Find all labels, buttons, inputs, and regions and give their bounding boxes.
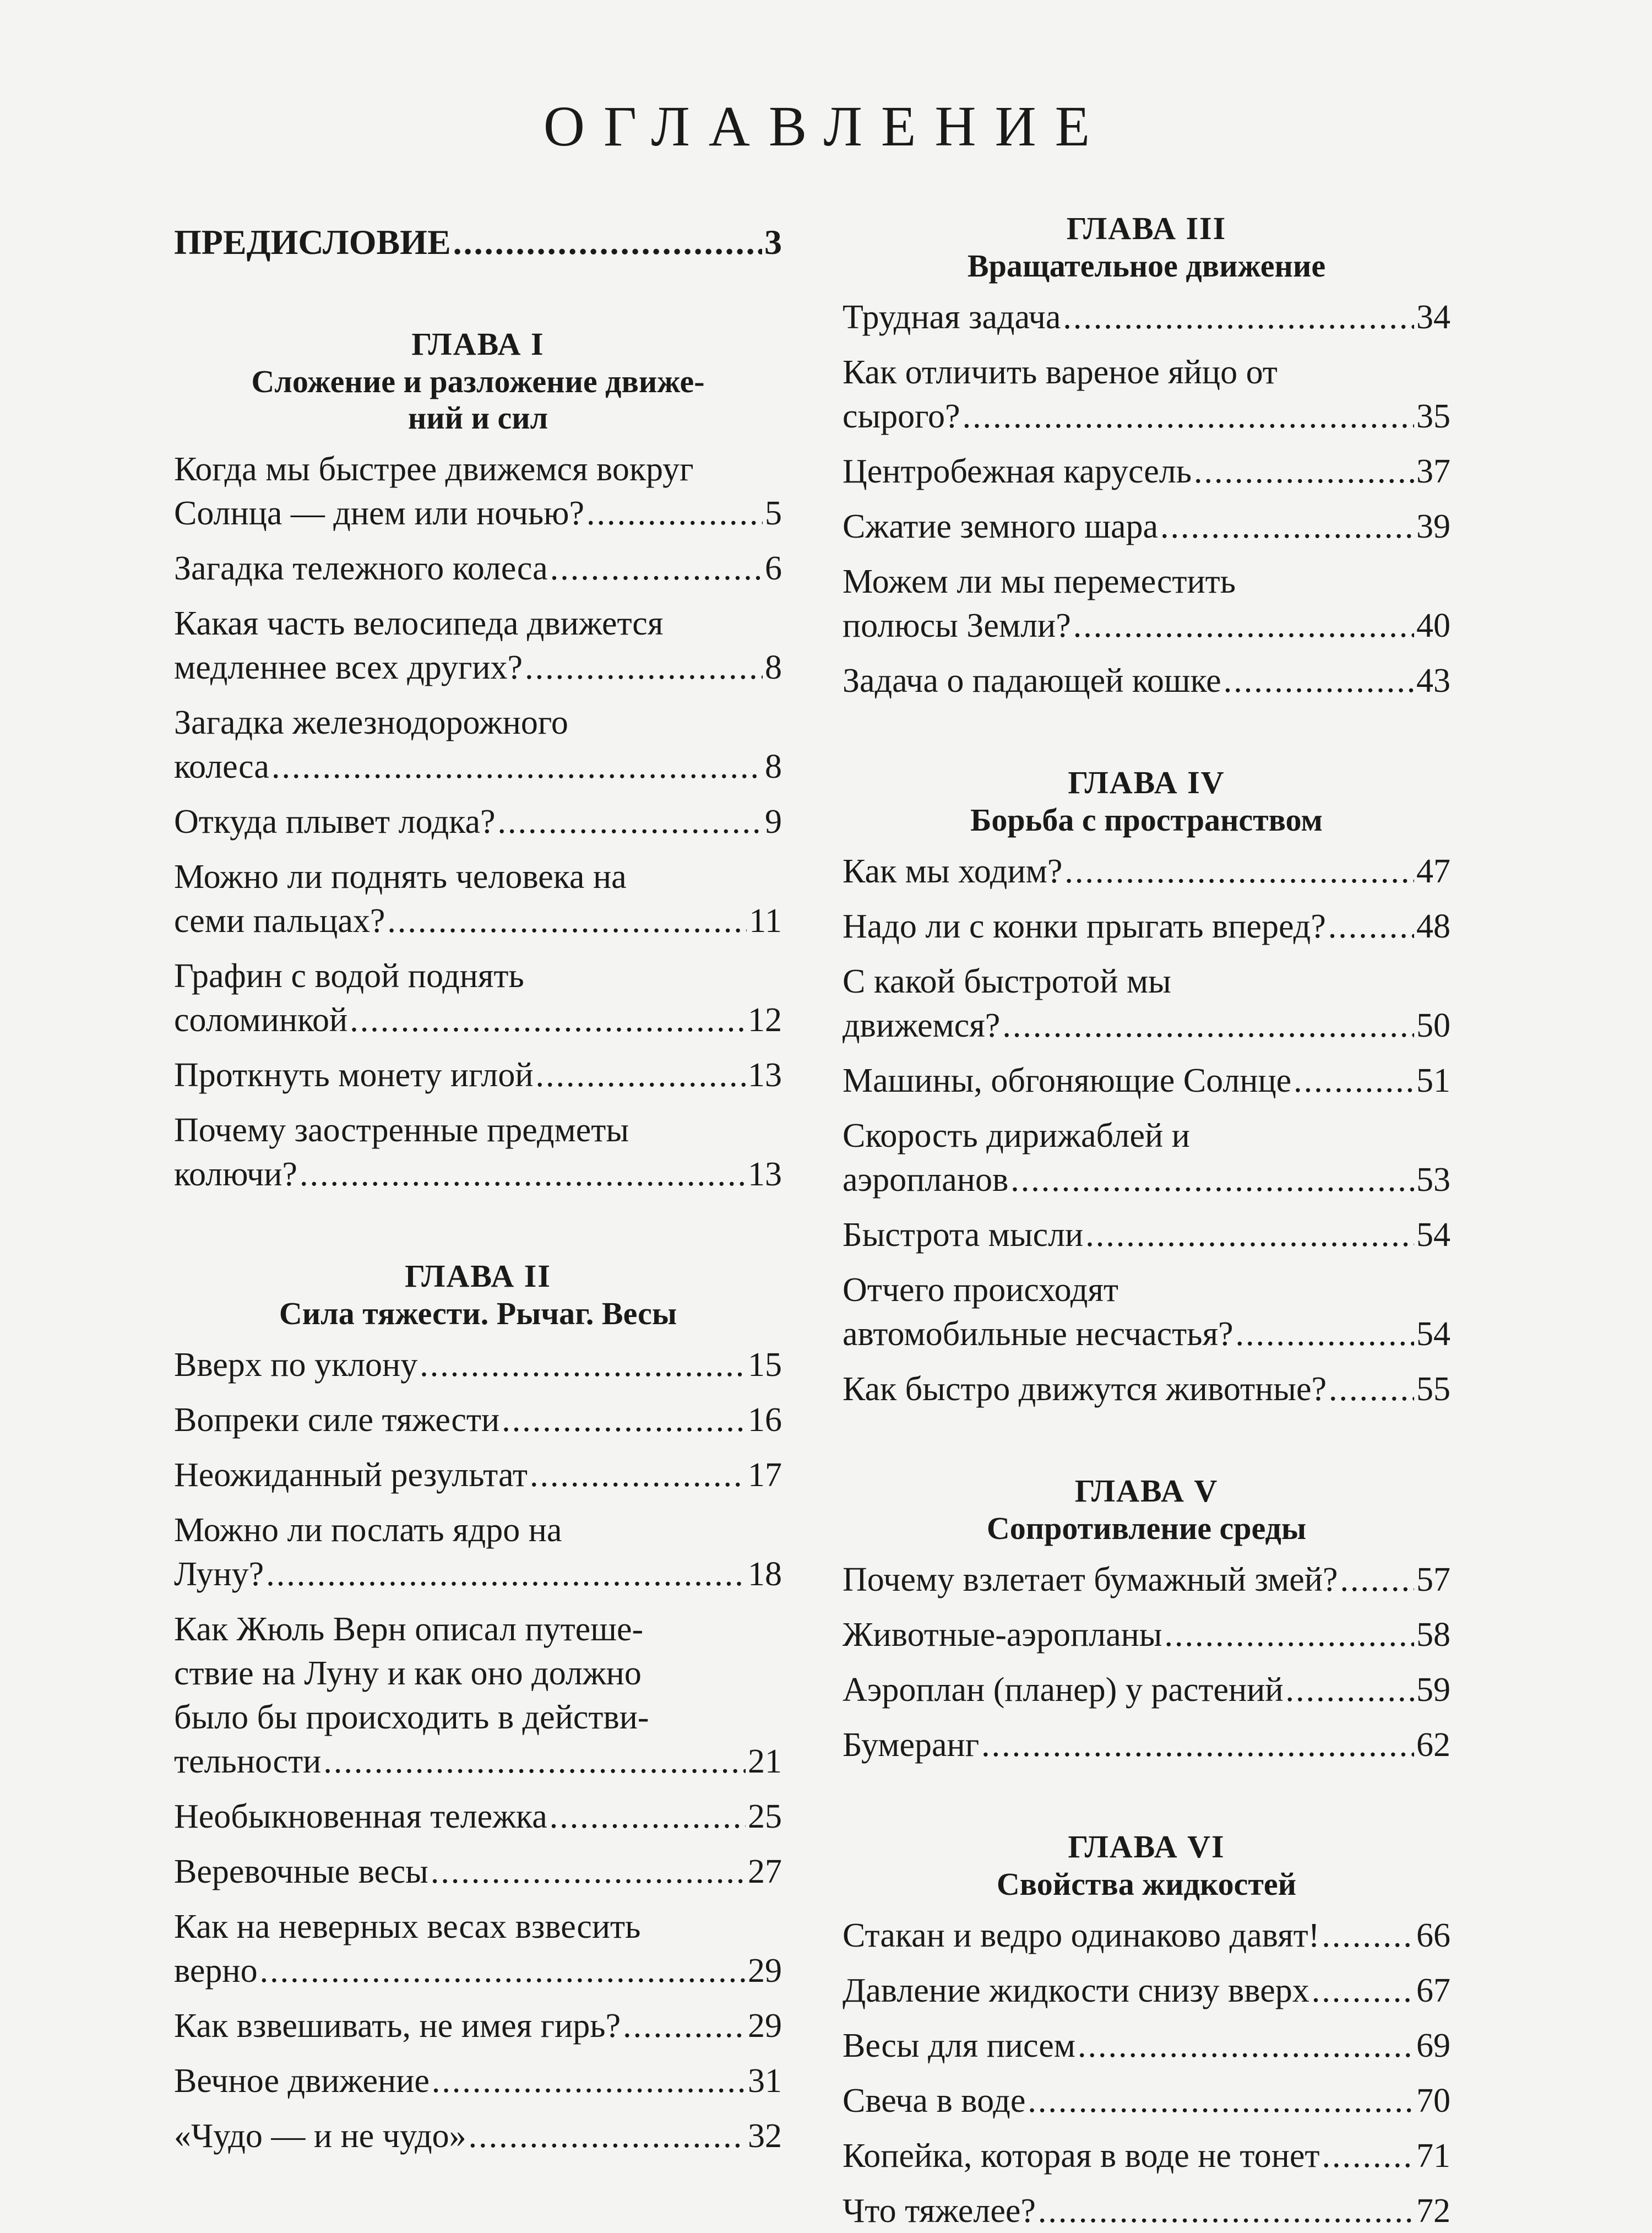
toc-entry	[174, 546, 782, 590]
dot-leader	[453, 220, 762, 264]
toc-entry	[174, 2114, 782, 2158]
chapter-name: Свойства жидкостей	[996, 1866, 1297, 1902]
toc-entry-leader-row	[843, 849, 1450, 893]
toc-entry	[174, 1607, 782, 1784]
toc-entry-leader-row	[174, 745, 782, 789]
dot-leader	[536, 1053, 746, 1097]
toc-entry-leader-row	[843, 1969, 1450, 2013]
toc-entry-title: семи пальцах?	[174, 902, 385, 940]
toc-entry	[843, 2079, 1450, 2123]
toc-entry	[843, 1723, 1450, 1767]
toc-entry-line: Отчего происходят	[843, 1271, 1119, 1309]
toc-entry-leader-row	[843, 295, 1450, 339]
toc-entry-leader-row	[174, 899, 782, 943]
chapter-name: Сложение и разложение движе-	[251, 364, 705, 399]
toc-entry	[843, 1367, 1450, 1411]
dot-leader	[1329, 1367, 1414, 1411]
toc-entry	[174, 1508, 782, 1596]
dot-leader	[387, 899, 747, 943]
toc-entry	[843, 505, 1450, 549]
dot-leader	[1078, 2024, 1414, 2068]
toc-entry-leader-row	[174, 2004, 782, 2048]
toc-entry-title: Веревочные весы	[174, 1853, 428, 1890]
page-number: 35	[1416, 398, 1450, 435]
dot-leader	[550, 1795, 746, 1839]
page-number: 27	[748, 1853, 782, 1890]
dot-leader	[1063, 295, 1414, 339]
toc-entry-line: Когда мы быстрее движемся вокруг	[174, 451, 694, 488]
toc-entry	[843, 849, 1450, 893]
chapter-heading	[843, 1828, 1450, 1903]
dot-leader	[963, 394, 1414, 438]
dot-leader	[498, 800, 763, 844]
chapter-heading	[174, 325, 782, 436]
toc-entry-leader-row	[843, 1059, 1450, 1103]
dot-leader	[1294, 1059, 1414, 1103]
toc-entry-line: Как отличить вареное яйцо от	[843, 354, 1278, 391]
toc-entry-line: Какая часть велосипеда движется	[174, 605, 664, 642]
page-number: 6	[765, 550, 782, 587]
toc-entry	[843, 1268, 1450, 1356]
page-number: 54	[1416, 1216, 1450, 1254]
chapter-number: ГЛАВА I	[411, 326, 545, 362]
toc-entry	[843, 1613, 1450, 1657]
toc-entry-title: Почему взлетает бумажный змей?	[843, 1561, 1338, 1598]
toc-entry-title: Что тяжелее?	[843, 2192, 1036, 2230]
page-number: 15	[748, 1346, 782, 1384]
toc-entry	[843, 1114, 1450, 1202]
toc-entry	[843, 2134, 1450, 2178]
page-number: 16	[748, 1401, 782, 1439]
page-number: 43	[1416, 662, 1450, 700]
toc-entry-title: Трудная задача	[843, 299, 1061, 336]
toc-entry-title: Давление жидкости снизу вверх	[843, 1972, 1309, 2009]
toc-entry	[174, 220, 782, 264]
chapter-name: Сила тяжести. Рычаг. Весы	[279, 1296, 677, 1331]
toc-entry	[843, 904, 1450, 949]
dot-leader	[1085, 1213, 1414, 1257]
toc-entry-line: Графин с водой поднять	[174, 957, 524, 995]
page-number: 8	[765, 649, 782, 686]
toc-entry-title: Бумеранг	[843, 1726, 980, 1764]
toc-entry-title: Свеча в воде	[843, 2082, 1026, 2120]
toc-entry	[174, 1053, 782, 1097]
chapter-number: ГЛАВА VI	[1068, 1829, 1225, 1865]
toc-entry-title: Надо ли с конки прыгать вперед?	[843, 908, 1326, 945]
toc-entry-leader-row	[174, 800, 782, 844]
chapter-heading	[843, 1472, 1450, 1547]
dot-leader	[323, 1739, 746, 1784]
chapter-number: ГЛАВА II	[405, 1258, 551, 1294]
toc-entry-title: Аэроплан (планер) у растений	[843, 1671, 1284, 1709]
toc-entry-leader-row	[843, 1158, 1450, 1202]
chapter-number: ГЛАВА V	[1074, 1473, 1219, 1509]
toc-entry-title: Как быстро движутся животные?	[843, 1370, 1327, 1408]
toc-column-right	[843, 209, 1450, 2233]
toc-entry-title: Откуда плывет лодка?	[174, 803, 496, 841]
page-title: ОГЛАВЛЕНИЕ	[543, 95, 1109, 158]
dot-leader	[1010, 1158, 1414, 1202]
page-number: 55	[1416, 1370, 1450, 1408]
toc-entry-title: Солнца — днем или ночью?	[174, 495, 584, 532]
toc-entry-title: «Чудо — и не чудо»	[174, 2117, 466, 2155]
dot-leader	[1322, 1914, 1414, 1958]
toc-entry-title: Животные-аэропланы	[843, 1616, 1162, 1654]
chapter-heading	[843, 209, 1450, 284]
page-number: 67	[1416, 1972, 1450, 2009]
toc-entry-title: Центробежная карусель	[843, 453, 1192, 490]
toc-entry-leader-row	[843, 1004, 1450, 1048]
page-number: 12	[748, 1001, 782, 1039]
dot-leader	[623, 2004, 746, 2048]
dot-leader	[550, 546, 763, 590]
dot-leader	[1160, 505, 1414, 549]
page-number: 29	[748, 2007, 782, 2045]
toc-entry-leader-row	[174, 220, 782, 264]
toc-entry-leader-row	[843, 2134, 1450, 2178]
toc-entry-title: верно	[174, 1952, 258, 1990]
toc-entry-title: Луну?	[174, 1555, 264, 1593]
page-number: 21	[748, 1743, 782, 1780]
page-number: 54	[1416, 1315, 1450, 1353]
toc-entry-leader-row	[843, 1914, 1450, 1958]
toc-entry-leader-row	[843, 505, 1450, 549]
toc-entry-title: полюсы Земли?	[843, 607, 1071, 644]
page-number: 13	[748, 1156, 782, 1193]
dot-leader	[1164, 1613, 1414, 1657]
toc-entry-line: Можно ли послать ядро на	[174, 1511, 562, 1549]
dot-leader	[271, 745, 763, 789]
dot-leader	[1038, 2189, 1414, 2233]
toc-entry-leader-row	[843, 1312, 1450, 1356]
toc-entry-title: Проткнуть монету иглой	[174, 1056, 534, 1094]
dot-leader	[1340, 1558, 1414, 1602]
dot-leader	[1002, 1004, 1414, 1048]
toc-entry	[174, 1905, 782, 1993]
toc-entry-title: Машины, обгоняющие Солнце	[843, 1062, 1292, 1099]
page-number: 37	[1416, 453, 1450, 490]
page-number: 32	[748, 2117, 782, 2155]
toc-entry-leader-row	[843, 2079, 1450, 2123]
toc-entry-leader-row	[174, 1949, 782, 1993]
page-number: 34	[1416, 299, 1450, 336]
dot-leader	[1064, 849, 1414, 893]
dot-leader	[469, 2114, 746, 2158]
toc-entry	[843, 1914, 1450, 1958]
toc-entry-leader-row	[174, 1152, 782, 1196]
toc-entry-title: Задача о падающей кошке	[843, 662, 1221, 700]
page-number: 17	[748, 1456, 782, 1494]
toc-entry	[174, 2004, 782, 2048]
toc-entry-title: Вопреки силе тяжести	[174, 1401, 500, 1439]
dot-leader	[1328, 904, 1414, 949]
page-number: 69	[1416, 2027, 1450, 2064]
toc-entry-title: соломинкой	[174, 1001, 348, 1039]
chapter-name: ний и сил	[407, 400, 548, 436]
toc-entry-leader-row	[174, 2114, 782, 2158]
dot-leader	[1286, 1668, 1414, 1712]
dot-leader	[266, 1552, 746, 1596]
toc-entry	[174, 1453, 782, 1497]
toc-entry-line: Как на неверных весах взвесить	[174, 1908, 641, 1945]
page-number: 72	[1416, 2192, 1450, 2230]
page-number: 59	[1416, 1671, 1450, 1709]
toc-entry-leader-row	[174, 1343, 782, 1387]
dot-leader	[530, 1453, 746, 1497]
dot-leader	[1312, 1969, 1414, 2013]
toc-entry	[843, 1668, 1450, 1712]
toc-entry-title: Весы для писем	[843, 2027, 1075, 2064]
toc-entry	[843, 1558, 1450, 1602]
toc-entry-title: колеса	[174, 748, 269, 785]
toc-entry-line: Можно ли поднять человека на	[174, 858, 627, 896]
toc-entry	[843, 560, 1450, 648]
toc-entry-title: медленнее всех других?	[174, 649, 523, 686]
page-number: 70	[1416, 2082, 1450, 2120]
toc-entry-leader-row	[843, 1213, 1450, 1257]
page-number: 39	[1416, 508, 1450, 545]
dot-leader	[981, 1723, 1414, 1767]
toc-entry	[174, 447, 782, 535]
page-number: 25	[748, 1798, 782, 1835]
toc-entry-title: автомобильные несчастья?	[843, 1315, 1233, 1353]
toc-entry-leader-row	[843, 904, 1450, 949]
page-number: 13	[748, 1056, 782, 1094]
toc-entry-title: Стакан и ведро одинаково давят!	[843, 1917, 1320, 1954]
page-number: 5	[765, 495, 782, 532]
chapter-name: Сопротивление среды	[986, 1510, 1307, 1546]
toc-entry-leader-row	[174, 546, 782, 590]
toc-entry-title: аэропланов	[843, 1161, 1009, 1199]
toc-entry	[843, 295, 1450, 339]
chapter-number: ГЛАВА IV	[1068, 765, 1225, 800]
toc-column-left	[174, 209, 782, 2158]
page-number: 66	[1416, 1917, 1450, 1954]
page-number: 53	[1416, 1161, 1450, 1199]
toc-entry-line: Можем ли мы переместить	[843, 563, 1236, 600]
page-number: 51	[1416, 1062, 1450, 1099]
toc-entry-leader-row	[174, 998, 782, 1042]
page-number: 71	[1416, 2137, 1450, 2175]
page-number: 62	[1416, 1726, 1450, 1764]
toc-entry-leader-row	[843, 604, 1450, 648]
toc-entry	[174, 2059, 782, 2103]
toc-entry-leader-row	[843, 1613, 1450, 1657]
toc-entry	[843, 2189, 1450, 2233]
page-number: 31	[748, 2062, 782, 2100]
chapter-name: Вращательное движение	[967, 248, 1326, 284]
toc-entry-leader-row	[174, 1453, 782, 1497]
chapter-heading	[174, 1257, 782, 1332]
toc-entry-leader-row	[843, 1723, 1450, 1767]
chapter-heading	[843, 763, 1450, 838]
page-number: 48	[1416, 908, 1450, 945]
toc-entry-leader-row	[843, 2189, 1450, 2233]
toc-entry-leader-row	[843, 394, 1450, 438]
toc-entry-leader-row	[174, 1795, 782, 1839]
dot-leader	[260, 1949, 746, 1993]
toc-entry-title: движемся?	[843, 1007, 1001, 1044]
page-number: 57	[1416, 1561, 1450, 1598]
page-number: 18	[748, 1555, 782, 1593]
toc-entry	[843, 350, 1450, 438]
dot-leader	[1194, 449, 1414, 494]
dot-leader	[1236, 1312, 1414, 1356]
toc-entry-leader-row	[843, 1367, 1450, 1411]
toc-entry	[174, 1108, 782, 1196]
dot-leader	[300, 1152, 746, 1196]
dot-leader	[1073, 604, 1414, 648]
dot-leader	[1322, 2134, 1415, 2178]
toc-entry	[174, 601, 782, 690]
toc-entry-title: Вверх по уклону	[174, 1346, 418, 1384]
toc-entry-leader-row	[174, 1552, 782, 1596]
toc-entry-line: ствие на Луну и как оно должно	[174, 1655, 642, 1692]
dot-leader	[586, 491, 763, 535]
page-number: 8	[765, 748, 782, 785]
toc-entry-title: Быстрота мысли	[843, 1216, 1084, 1254]
toc-entry-line: С какой быстротой мы	[843, 963, 1171, 1000]
chapter-number: ГЛАВА III	[1066, 210, 1227, 246]
toc-entry	[843, 449, 1450, 494]
toc-entry	[174, 1850, 782, 1894]
toc-entry-title: Необыкновенная тележка	[174, 1798, 547, 1835]
toc-entry-leader-row	[174, 1398, 782, 1442]
dot-leader	[432, 2059, 746, 2103]
toc-entry-leader-row	[843, 449, 1450, 494]
page-number: 11	[749, 902, 782, 940]
toc-entry-leader-row	[174, 2059, 782, 2103]
page-number: 29	[748, 1952, 782, 1990]
toc-entry-leader-row	[174, 1850, 782, 1894]
dot-leader	[431, 1850, 746, 1894]
page-number: 50	[1416, 1007, 1450, 1044]
toc-entry-title: колючи?	[174, 1156, 297, 1193]
toc-entry-title: Как мы ходим?	[843, 853, 1063, 890]
toc-entry-title: Вечное движение	[174, 2062, 430, 2100]
toc-entry-title: Неожиданный результат	[174, 1456, 528, 1494]
page-number: 3	[764, 223, 782, 262]
page-number: 58	[1416, 1616, 1450, 1654]
dot-leader	[420, 1343, 746, 1387]
dot-leader	[350, 998, 746, 1042]
toc-entry-leader-row	[843, 659, 1450, 703]
toc-entry-leader-row	[174, 646, 782, 690]
toc-entry-title: Как взвешивать, не имея гирь?	[174, 2007, 621, 2045]
toc-entry-title: Загадка тележного колеса	[174, 550, 548, 587]
dot-leader	[502, 1398, 746, 1442]
toc-entry-line: Загадка железнодорожного	[174, 704, 568, 741]
toc-entry	[843, 960, 1450, 1048]
toc-entry	[174, 800, 782, 844]
chapter-name: Борьба с пространством	[970, 802, 1323, 838]
toc-entry	[174, 1795, 782, 1839]
toc-entry-leader-row	[843, 1668, 1450, 1712]
toc-entry	[174, 954, 782, 1042]
toc-entry-title: тельности	[174, 1743, 322, 1780]
toc-entry-leader-row	[843, 1558, 1450, 1602]
page-number: 40	[1416, 607, 1450, 644]
toc-entry-title: Копейка, которая в воде не тонет	[843, 2137, 1320, 2175]
toc-entry-line: было бы происходить в действи-	[174, 1699, 649, 1736]
toc-entry-leader-row	[843, 2024, 1450, 2068]
toc-entry-title: сырого?	[843, 398, 960, 435]
toc-entry	[174, 1343, 782, 1387]
toc-entry	[843, 2024, 1450, 2068]
toc-entry-leader-row	[174, 491, 782, 535]
dot-leader	[1028, 2079, 1414, 2123]
toc-entry-line: Почему заостренные предметы	[174, 1112, 629, 1149]
toc-entry	[843, 1969, 1450, 2013]
toc-entry-title: ПРЕДИСЛОВИЕ	[174, 223, 451, 262]
page-number: 9	[765, 803, 782, 841]
dot-leader	[525, 646, 763, 690]
toc-entry-title: Сжатие земного шара	[843, 508, 1158, 545]
dot-leader	[1224, 659, 1414, 703]
page-number: 47	[1416, 853, 1450, 890]
toc-entry-leader-row	[174, 1739, 782, 1784]
toc-entry	[843, 1059, 1450, 1103]
toc-entry	[843, 1213, 1450, 1257]
toc-entry	[174, 1398, 782, 1442]
toc-entry	[174, 701, 782, 789]
toc-entry-line: Как Жюль Верн описал путеше-	[174, 1611, 644, 1648]
toc-entry-leader-row	[174, 1053, 782, 1097]
toc-entry	[174, 855, 782, 943]
toc-entry-line: Скорость дирижаблей и	[843, 1117, 1190, 1155]
toc-entry	[843, 659, 1450, 703]
